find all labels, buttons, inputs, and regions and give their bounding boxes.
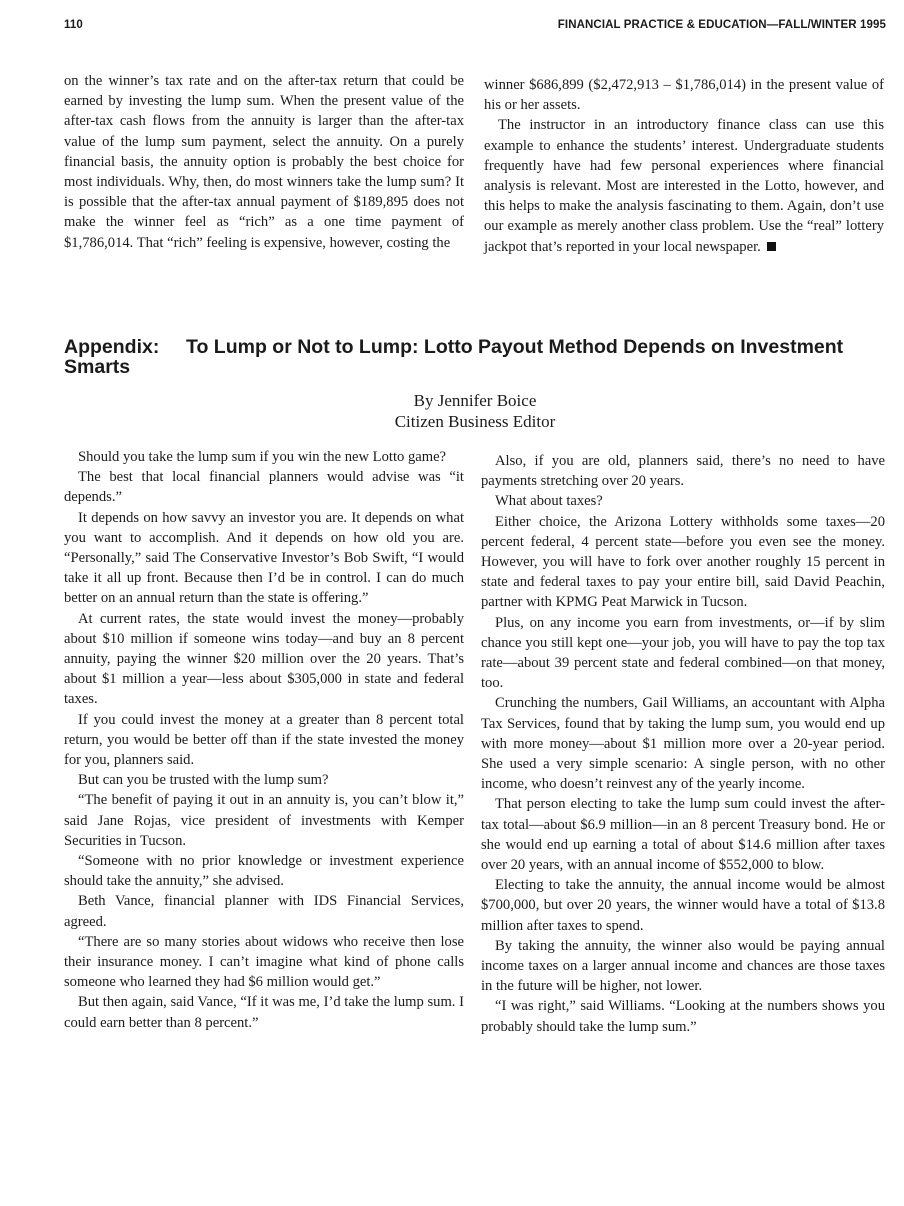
- paragraph: By taking the annuity, the winner also would be paying annual income taxes on a larger annual income and chances are those taxes in the future will be higher, not lower.: [481, 937, 885, 995]
- page-number: 110: [64, 19, 83, 31]
- paragraph: It depends on how savvy an investor you are. It depends on what you want to accomplish. And it depends on how old you are. “Personally,” said The Conservative Investor’s Bob Swift, “I would take it all up front. Because then I’d be in control. I can do much better on an annual return than the state is offering.”: [64, 509, 464, 607]
- paragraph: Electing to take the annuity, the annual income would be almost $700,000, but over 20 years, the winner would have a total of $13.8 million after taxes to spend.: [481, 877, 885, 934]
- paragraph: winner $686,899 ($2,472,913 – $1,786,014) in the present value of his or her assets.: [484, 77, 884, 114]
- appendix-column-left: [64, 447, 464, 1033]
- article-column-left: [64, 71, 464, 253]
- appendix-column-right: [481, 451, 885, 1037]
- paragraph: Crunching the numbers, Gail Williams, an accountant with Alpha Tax Services, found that by taking the lump sum, you would end up with more money—about $1 million more over a 20-year period. She used a very simple scenario: A single person, with no other income, who doesn’t reinvest any of the yearly income.: [481, 695, 885, 793]
- paragraph: “There are so many stories about widows who receive then lose their insurance money. I can’t imagine what kind of phone calls someone who learned they had $6 million would get.”: [64, 933, 464, 991]
- paragraph: Also, if you are old, planners said, there’s no need to have payments stretching over 20 years.: [481, 453, 885, 490]
- paragraph: If you could invest the money at a greater than 8 percent total return, you would be better off than if the state invested the money for you, planners said.: [64, 711, 464, 769]
- byline: [300, 390, 650, 432]
- paragraph: But can you be trusted with the lump sum?: [78, 772, 329, 789]
- paragraph: Beth Vance, financial planner with IDS Financial Services, agreed.: [64, 893, 464, 930]
- paragraph: Plus, on any income you earn from investments, or—if by slim chance you still kept one—your job, you will have to pay the top tax rate—about 39 percent state and federal combined—on that money, too.: [481, 614, 885, 692]
- running-header: [64, 19, 886, 31]
- paragraph-text: The instructor in an introductory finance class can use this example to enhance the students’ interest. Undergraduate students frequently have had few personal experiences where financial analysis is relevant. Most are interested in the Lotto, however, and this helps to make the analysis fascinating to them. Again, don’t use our example as merely another class problem. Use the “real” lottery jackpot that’s reported in your local newspaper.: [484, 117, 884, 255]
- paragraph-last: [484, 115, 884, 256]
- paragraph: What about taxes?: [495, 493, 603, 510]
- end-of-article-mark: [767, 242, 776, 251]
- paragraph: Should you take the lump sum if you win the new Lotto game?: [78, 449, 447, 465]
- paragraph: The best that local financial planners would advise was “it depends.”: [64, 469, 464, 506]
- article-column-right: [484, 75, 884, 257]
- author-name: By Jennifer Boice: [413, 391, 537, 410]
- author-role: Citizen Business Editor: [394, 412, 556, 431]
- paragraph: But then again, said Vance, “If it was me, I’d take the lump sum. I could earn better than 8 percent.”: [64, 994, 464, 1031]
- paragraph: “The benefit of paying it out in an annuity is, you can’t blow it,” said Jane Rojas, vice president of investments with Kemper Securities in Tucson.: [64, 792, 464, 849]
- appendix-title: To Lump or Not to Lump: Lotto Payout Method Depends on Investment Smarts: [64, 336, 844, 378]
- appendix-heading: [64, 337, 884, 377]
- paragraph: on the winner’s tax rate and on the after-tax return that could be earned by investing the lump sum. When the present value of the after-tax cash flows from the annuity is larger than the after-tax value of the lump sum payment, select the annuity. On a purely financial basis, the annuity option is probably the best choice for most individuals. Why, then, do most winners take the lump sum? It is possible that the after-tax annual payment of $189,895 does not make the winner feel as “rich” as a one time payment of $1,786,014. That “rich” feeling is expensive, however, costing the: [64, 73, 464, 251]
- journal-title: FINANCIAL PRACTICE & EDUCATION—FALL/WINTER 1995: [557, 19, 886, 31]
- paragraph: Either choice, the Arizona Lottery withholds some taxes—20 percent federal, 4 percent state—before you even see the money. However, you will have to fork over another roughly 15 percent in state and federal taxes to pay your entire bill, said David Peachin, partner with KPMG Peat Marwick in Tucson.: [481, 513, 885, 611]
- paragraph: At current rates, the state would invest the money—probably about $10 million if someone wins today—and buy an 8 percent annuity, paying the winner $20 million over the 20 years. That’s about $1 million a year—less about $305,000 in state and federal taxes.: [64, 610, 464, 708]
- paragraph: “Someone with no prior knowledge or investment experience should take the annuity,” she advised.: [64, 853, 464, 890]
- paragraph: “I was right,” said Williams. “Looking at the numbers shows you probably should take the lump sum.”: [481, 998, 885, 1035]
- paragraph: That person electing to take the lump sum could invest the after-tax total—about $6.9 million—in an 8 percent Treasury bond. He or she would end up earning a total of about $14.6 million after taxes over 20 years, with an annual income of $552,000 to blow.: [481, 796, 885, 874]
- appendix-label: Appendix:: [64, 336, 160, 358]
